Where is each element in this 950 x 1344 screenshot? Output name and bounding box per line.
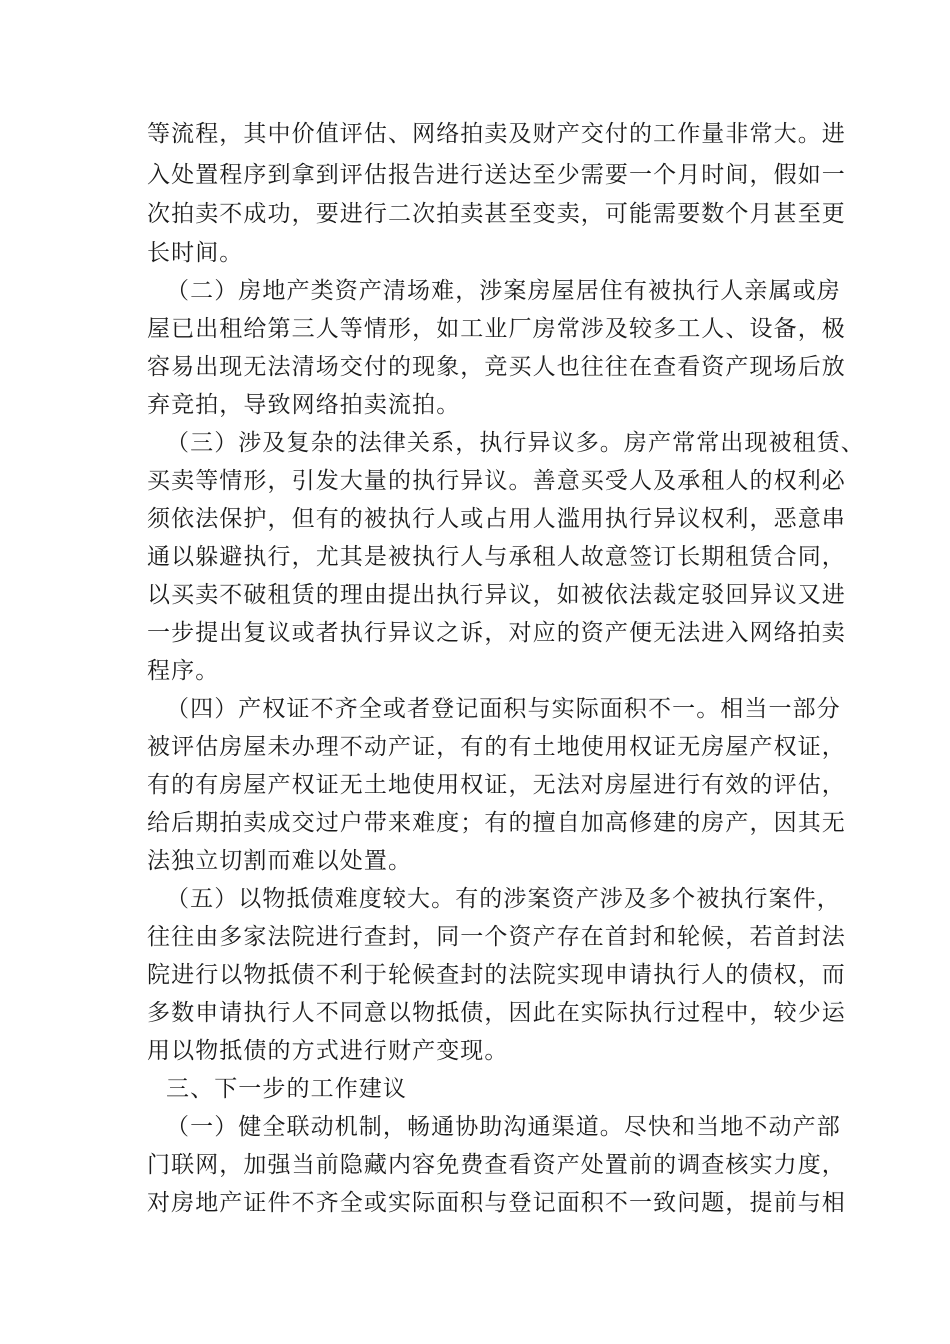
body-text-line: 一步提出复议或者执行异议之诉，对应的资产便无法进入网络拍卖 xyxy=(147,620,846,646)
body-text-line: 以买卖不破租赁的理由提出执行异议，如被依法裁定驳回异议又进 xyxy=(147,582,846,608)
body-text-line: 用以物抵债的方式进行财产变现。 xyxy=(147,1038,509,1064)
paragraph-3-heading-line: （三）涉及复杂的法律关系，执行异议多。房产常常出现被租赁、 xyxy=(166,430,865,456)
paragraph-section3-1-heading-line: （一）健全联动机制，畅通协助沟通渠道。尽快和当地不动产部 xyxy=(166,1114,841,1140)
body-text-line: 入处置程序到拿到评估报告进行送达至少需要一个月时间，假如一 xyxy=(147,162,846,188)
body-text-line: 长时间。 xyxy=(147,240,244,266)
body-text-line: 程序。 xyxy=(147,658,220,684)
body-text-line: 等流程，其中价值评估、网络拍卖及财产交付的工作量非常大。进 xyxy=(147,121,846,147)
body-text-line: 弃竞拍，导致网络拍卖流拍。 xyxy=(147,392,461,418)
body-text-line: 容易出现无法清场交付的现象，竞买人也往往在查看资产现场后放 xyxy=(147,354,846,380)
body-text-line: 院进行以物抵债不利于轮候查封的法院实现申请执行人的债权，而 xyxy=(147,962,846,988)
body-text-line: 屋已出租给第三人等情形，如工业厂房常涉及较多工人、设备，极 xyxy=(147,316,846,342)
body-text-line: 对房地产证件不齐全或实际面积与登记面积不一致问题，提前与相 xyxy=(147,1190,846,1216)
body-text-line: 门联网，加强当前隐藏内容免费查看资产处置前的调查核实力度， xyxy=(147,1152,846,1178)
body-text-line: 往往由多家法院进行查封，同一个资产存在首封和轮候，若首封法 xyxy=(147,924,846,950)
paragraph-5-heading-line: （五）以物抵债难度较大。有的涉案资产涉及多个被执行案件， xyxy=(166,886,841,912)
body-text-line: 给后期拍卖成交过户带来难度；有的擅自加高修建的房产，因其无 xyxy=(147,810,846,836)
section-heading: 三、下一步的工作建议 xyxy=(166,1076,407,1102)
body-text-line: 多数申请执行人不同意以物抵债，因此在实际执行过程中，较少运 xyxy=(147,1000,846,1026)
body-text-line: 有的有房屋产权证无土地使用权证，无法对房屋进行有效的评估， xyxy=(147,772,846,798)
body-text-line: 被评估房屋未办理不动产证，有的有土地使用权证无房屋产权证， xyxy=(147,734,846,760)
body-text-line: 次拍卖不成功，要进行二次拍卖甚至变卖，可能需要数个月甚至更 xyxy=(147,201,846,227)
body-text-line: 法独立切割而难以处置。 xyxy=(147,848,413,874)
body-text-line: 通以躲避执行，尤其是被执行人与承租人故意签订长期租赁合同， xyxy=(147,544,846,570)
paragraph-4-heading-line: （四）产权证不齐全或者登记面积与实际面积不一。相当一部分 xyxy=(166,696,841,722)
paragraph-2-heading-line: （二）房地产类资产清场难，涉案房屋居住有被执行人亲属或房 xyxy=(166,278,841,304)
body-text-line: 须依法保护，但有的被执行人或占用人滥用执行异议权利，恶意串 xyxy=(147,506,846,532)
body-text-line: 买卖等情形，引发大量的执行异议。善意买受人及承租人的权利必 xyxy=(147,468,846,494)
